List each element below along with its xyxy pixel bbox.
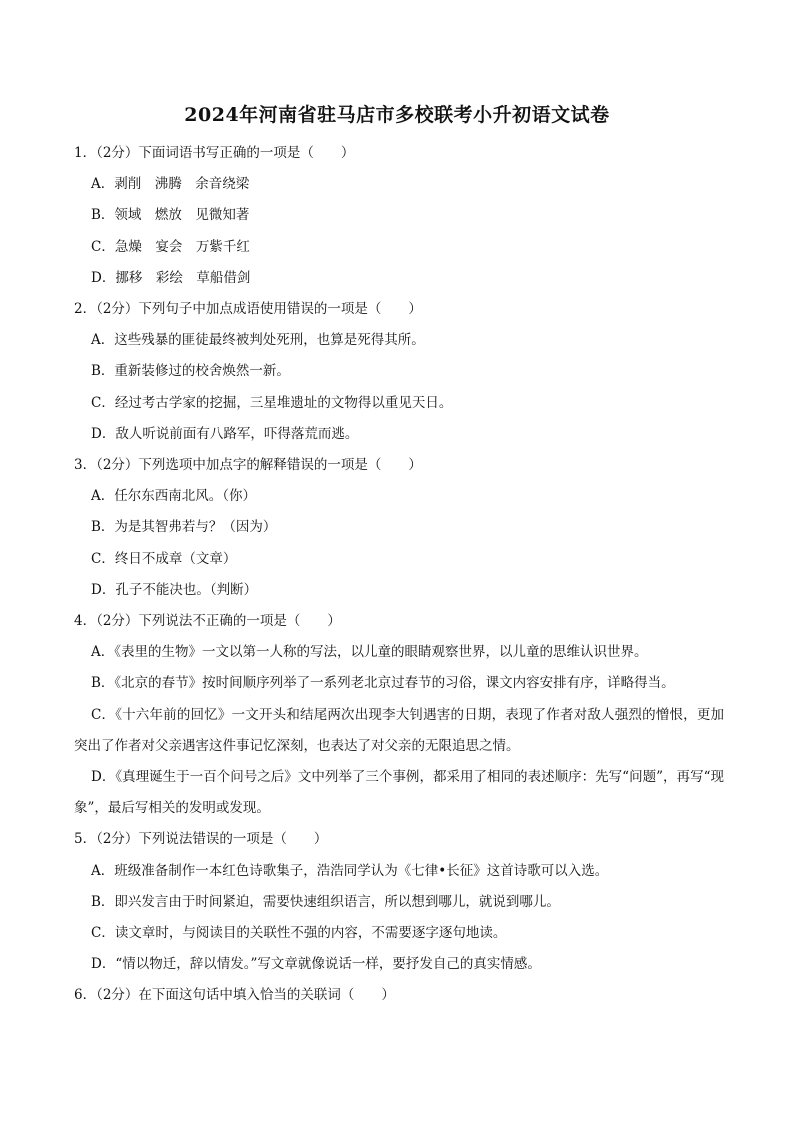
question-4 — [74, 606, 724, 824]
option-a: A．《表里的生物》一文以第一人称的写法，以儿童的眼睛观察世界，以儿童的思维认识世界。 — [91, 644, 648, 661]
question-5 — [74, 824, 724, 980]
option-b: B．为是其智弗若与？（因为） — [91, 519, 277, 536]
question-stem: 6．（2分）在下面这句话中填入恰当的关联词（ ） — [74, 987, 395, 1004]
question-6 — [74, 980, 724, 1011]
question-1 — [74, 138, 724, 294]
option-b: B．即兴发言由于时间紧迫，需要快速组织语言，所以想到哪儿，就说到哪儿。 — [91, 893, 560, 910]
option-a: A．班级准备制作一本红色诗歌集子，浩浩同学认为《七律•长征》这首诗歌可以入选。 — [91, 862, 609, 879]
option-d: D．孔子不能决也。（判断） — [91, 581, 258, 598]
question-stem: 3．（2分）下列选项中加点字的解释错误的一项是（ ） — [74, 457, 422, 474]
question-3 — [74, 450, 724, 606]
option-a: A．剥削 沸腾 余音绕梁 — [91, 176, 250, 193]
option-b: B．重新装修过的校舍焕然一新。 — [91, 363, 290, 380]
option-c: C．终日不成章（文章） — [91, 550, 237, 567]
option-d: D．敌人听说前面有八路军，吓得落荒而逃。 — [91, 425, 359, 442]
exam-title: 2024年河南省驻马店市多校联考小升初语文试卷 — [184, 104, 610, 126]
option-b: B．领域 燃放 见微知著 — [91, 207, 250, 224]
question-stem: 4．（2分）下列说法不正确的一项是（ ） — [74, 613, 341, 630]
question-stem: 2．（2分）下列句子中加点成语使用错误的一项是（ ） — [74, 301, 422, 318]
option-c: C．《十六年前的回忆》一文开头和结尾两次出现李大钊遇害的日期，表现了作者对敌人强烈的憎恨，更加突出了作者对父亲遇害这件事记忆深刻，也表达了对父亲的无限追思之情。 — [74, 706, 724, 754]
option-c: C．读文章时，与阅读目的关联性不强的内容，不需要逐字逐句地读。 — [91, 925, 507, 942]
option-d: D．《真理诞生于一百个问号之后》文中列举了三个事例，都采用了相同的表述顺序：先写“问题”，再写“现象”，最后写相关的发明或发现。 — [74, 769, 724, 817]
option-a: A．这些残暴的匪徒最终被判处死刑，也算是死得其所。 — [91, 332, 425, 349]
question-2 — [74, 294, 724, 450]
option-b: B．《北京的春节》按时间顺序列举了一系列老北京过春节的习俗，课文内容安排有序，详略得当。 — [91, 675, 675, 692]
option-d: D．挪移 彩绘 草船借剑 — [91, 269, 251, 286]
question-stem: 1．（2分）下面词语书写正确的一项是（ ） — [74, 145, 355, 161]
option-c: C．经过考古学家的挖掘，三星堆遗址的文物得以重见天日。 — [91, 394, 453, 411]
option-d: D．“情以物迁，辞以情发。”写文章就像说话一样，要抒发自己的真实情感。 — [91, 956, 541, 973]
question-stem: 5．（2分）下列说法错误的一项是（ ） — [74, 831, 328, 848]
questions-list — [74, 138, 724, 1012]
option-c: C．急燥 宴会 万紫千红 — [91, 238, 250, 255]
option-a: A．任尔东西南北风。（你） — [91, 488, 256, 505]
